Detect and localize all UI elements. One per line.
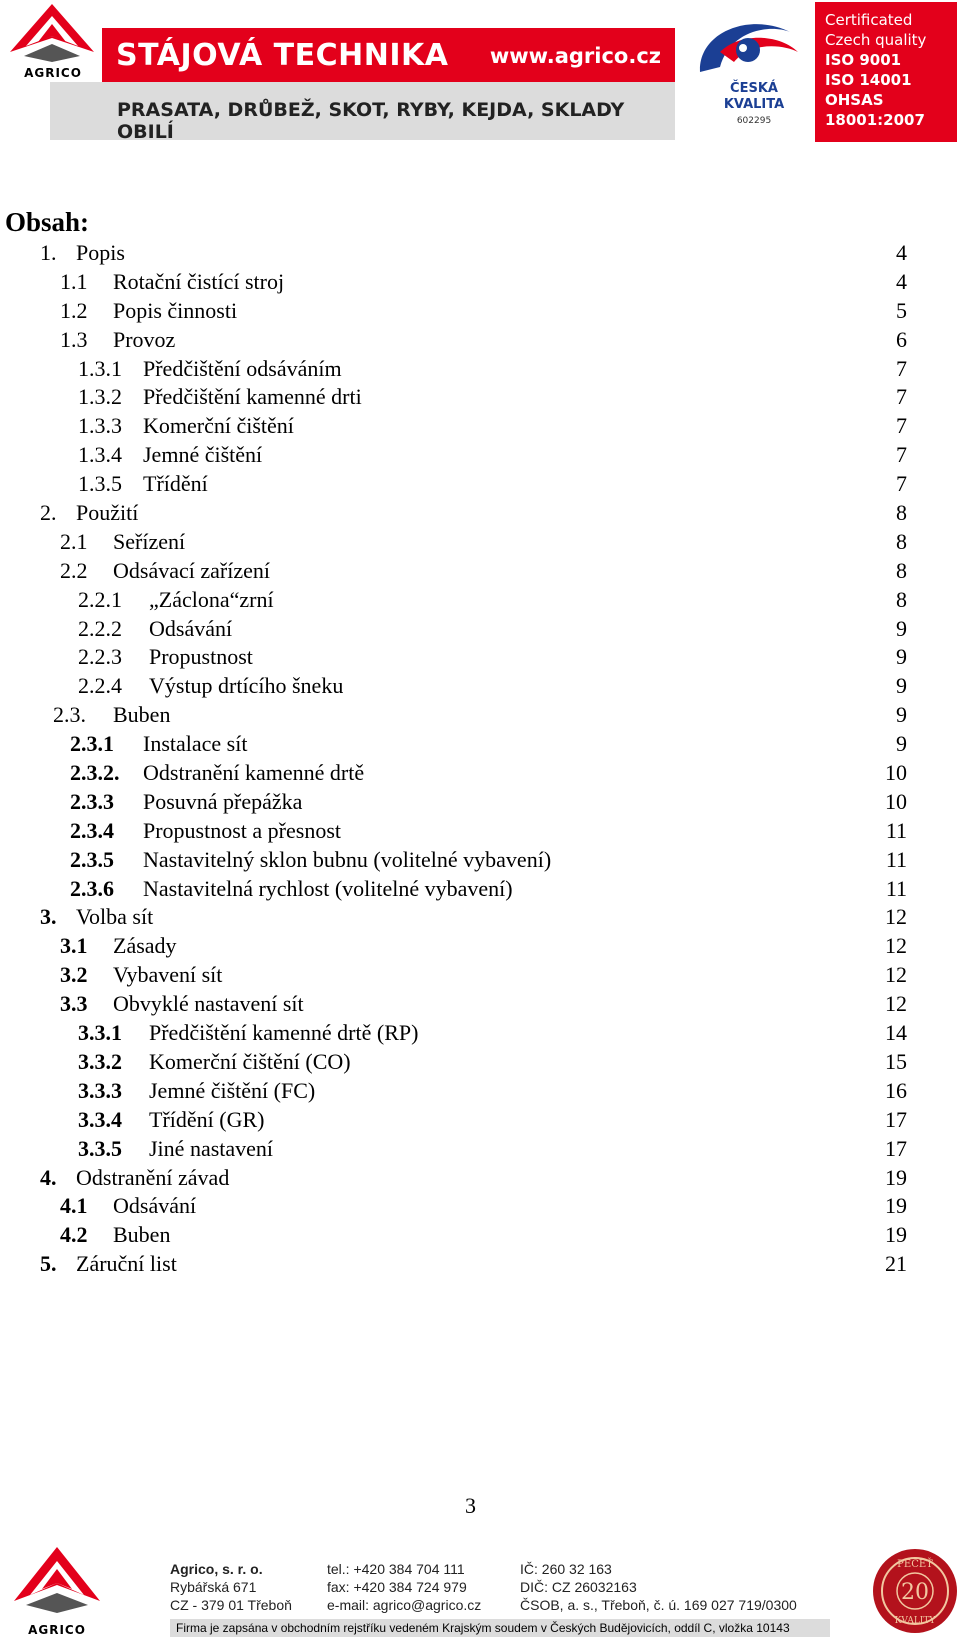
toc-entry-page: 6 (896, 326, 907, 352)
footer-registry: Firma je zapsána v obchodním rejstříku vedeném Krajským soudem v Českých Budějovicích, oddíl C, vložka 10143 (170, 1619, 830, 1637)
toc-entry-number: 2.3.3 (70, 788, 114, 814)
toc-entry-page: 11 (885, 875, 907, 901)
toc-entry[interactable] (0, 1134, 960, 1163)
cq-line2: KVALITA (723, 97, 785, 112)
cq-number: 602295 (736, 116, 772, 126)
footer-dic: DIČ: CZ 26032163 (520, 1579, 637, 1595)
toc-entry[interactable] (0, 758, 960, 787)
footer-address (170, 1560, 292, 1614)
toc-entry-page: 12 (885, 904, 907, 930)
toc-entry[interactable] (0, 238, 960, 267)
toc-entry-label: Odstranění závad (76, 1164, 230, 1190)
toc-entry[interactable] (0, 989, 960, 1018)
seal-bottom-text: KVALITY (894, 1616, 936, 1626)
footer-company: Agrico, s. r. o. (170, 1561, 263, 1577)
toc-entry-page: 21 (885, 1251, 907, 1277)
footer-city: CZ - 379 01 Třeboň (170, 1597, 292, 1613)
toc-entry-page: 10 (885, 760, 907, 786)
toc-entry-page: 7 (896, 442, 907, 468)
toc-entry-page: 12 (885, 991, 907, 1017)
toc-entry-number: 2.3. (53, 702, 86, 728)
footer-contacts (327, 1560, 481, 1614)
toc-entry-page: 9 (896, 644, 907, 670)
toc-entry-page: 10 (885, 788, 907, 814)
toc-entry[interactable] (0, 902, 960, 931)
toc-entry-page: 19 (885, 1222, 907, 1248)
agrico-footer-logo-icon (2, 1543, 112, 1635)
toc-entry[interactable] (0, 671, 960, 700)
toc-entry[interactable] (0, 267, 960, 296)
toc-entry-number: 1.3 (60, 326, 88, 352)
toc-entry[interactable] (0, 729, 960, 758)
toc-entry[interactable] (0, 411, 960, 440)
toc-entry-page: 14 (885, 1020, 907, 1046)
cert-line: ISO 14001 (825, 71, 912, 89)
toc-entry-page: 19 (885, 1193, 907, 1219)
toc-entry-number: 1.3.3 (78, 413, 122, 439)
toc-entry-number: 1.3.4 (78, 442, 122, 468)
toc-entry[interactable] (0, 1076, 960, 1105)
toc-entry-page: 12 (885, 933, 907, 959)
table-of-contents (0, 238, 960, 1278)
toc-entry-label: Rotační čistící stroj (113, 268, 285, 294)
toc-entry-page: 7 (896, 355, 907, 381)
toc-entry-page: 7 (896, 413, 907, 439)
toc-entry-label: Popis (76, 240, 125, 265)
toc-entry-label: Použití (76, 500, 139, 526)
toc-entry-page: 15 (885, 1048, 907, 1074)
toc-entry-number: 4.2 (60, 1222, 88, 1248)
toc-title: Obsah: (5, 207, 90, 237)
toc-entry-label: Zásady (113, 933, 177, 959)
footer-ico: IČ: 260 32 163 (520, 1561, 612, 1577)
toc-entry-page: 9 (896, 731, 907, 757)
toc-entry-label: Jiné nastavení (149, 1135, 274, 1161)
toc-entry-number: 2.3.6 (70, 875, 114, 901)
toc-entry-number: 4. (40, 1164, 57, 1190)
toc-entry[interactable] (0, 498, 960, 527)
toc-entry-number: 2.3.5 (70, 846, 114, 872)
header-subtitle-strip (50, 82, 675, 143)
toc-entry[interactable] (0, 845, 960, 874)
toc-entry[interactable] (0, 1191, 960, 1220)
quality-seal-icon (870, 1543, 960, 1638)
toc-entry-label: Buben (113, 1222, 171, 1248)
toc-entry-number: 2.3.2. (70, 760, 120, 786)
toc-entry[interactable] (0, 527, 960, 556)
toc-entry-page: 8 (896, 528, 907, 554)
toc-entry-number: 1. (40, 240, 57, 265)
toc-entry-number: 3.3.4 (78, 1106, 122, 1132)
toc-entry-label: Předčištění kamenné drtě (RP) (149, 1020, 419, 1046)
cert-line: 18001:2007 (825, 111, 925, 129)
toc-entry-page: 17 (885, 1106, 907, 1132)
toc-entry[interactable] (0, 931, 960, 960)
footer-registration (520, 1560, 797, 1614)
toc-entry-label: Třídění (GR) (149, 1106, 265, 1132)
toc-entry[interactable] (0, 874, 960, 903)
seal-number: 20 (901, 1580, 929, 1605)
toc-entry[interactable] (0, 614, 960, 643)
toc-entry[interactable] (0, 440, 960, 469)
seal-top-text: PEČEŤ (897, 1559, 933, 1570)
toc-entry[interactable] (0, 469, 960, 498)
toc-entry-number: 2. (40, 500, 57, 526)
page-header (0, 0, 960, 145)
toc-entry-number: 2.2.1 (78, 586, 122, 612)
toc-entry-number: 3.3.2 (78, 1048, 122, 1074)
toc-entry-label: Jemné čištění (143, 442, 263, 468)
toc-entry-page: 16 (885, 1077, 907, 1103)
toc-entry[interactable] (0, 1163, 960, 1192)
toc-entry-number: 1.3.1 (78, 355, 122, 381)
toc-entry-label: Záruční list (76, 1251, 177, 1277)
toc-entry-number: 2.2.2 (78, 615, 122, 641)
toc-entry-page: 9 (896, 702, 907, 728)
cert-line: OHSAS (825, 91, 884, 109)
toc-entry-number: 4.1 (60, 1193, 88, 1219)
toc-entry-label: Instalace sít (143, 731, 248, 757)
footer-fax: fax: +420 384 724 979 (327, 1579, 467, 1595)
banner-website: www.agrico.cz (489, 44, 661, 68)
toc-entry-number: 2.2.4 (78, 673, 122, 699)
toc-entry-number: 2.2.3 (78, 644, 122, 670)
toc-entry-number: 3.3 (60, 991, 88, 1017)
toc-entry-label: Obvyklé nastavení sít (113, 991, 304, 1017)
toc-entry-page: 9 (896, 615, 907, 641)
toc-entry-number: 1.2 (60, 297, 88, 323)
toc-entry-label: Jemné čištění (FC) (149, 1077, 316, 1103)
toc-entry-number: 3.3.3 (78, 1077, 122, 1103)
toc-entry-number: 3.3.5 (78, 1135, 122, 1161)
toc-entry[interactable] (0, 960, 960, 989)
footer-logo-text: AGRICO (28, 1623, 86, 1637)
toc-entry[interactable] (0, 296, 960, 325)
header-subtitle: PRASATA, DRŮBEŽ, SKOT, RYBY, KEJDA, SKLADY OBILÍ (117, 99, 625, 143)
toc-entry-label: Komerční čištění (CO) (149, 1048, 351, 1074)
toc-entry-number: 3.3.1 (78, 1020, 122, 1046)
toc-entry-label: Odsávací zařízení (113, 557, 270, 583)
page-footer (0, 1543, 960, 1638)
toc-entry-label: Nastavitelný sklon bubnu (volitelné vybavení) (143, 846, 552, 872)
toc-entry-label: Předčištění odsáváním (143, 355, 342, 381)
toc-entry-label: Nastavitelná rychlost (volitelné vybavení) (143, 875, 513, 901)
toc-entry[interactable] (0, 642, 960, 671)
toc-entry-label: Buben (113, 702, 171, 728)
toc-entry-label: Odsávání (149, 615, 233, 641)
toc-entry-page: 8 (896, 557, 907, 583)
toc-entry[interactable] (0, 382, 960, 411)
toc-entry[interactable] (0, 354, 960, 383)
toc-entry-label: Odsávání (113, 1193, 197, 1219)
toc-entry-label: „Záclona“zrní (149, 586, 274, 612)
toc-entry[interactable] (0, 1220, 960, 1249)
page-number: 3 (465, 1493, 476, 1518)
toc-entry-page: 7 (896, 384, 907, 410)
banner-title: STÁJOVÁ TECHNIKA (116, 38, 449, 73)
toc-entry-number: 3. (40, 904, 57, 930)
toc-entry[interactable] (0, 556, 960, 585)
toc-entry-label: Posuvná přepážka (143, 788, 303, 814)
toc-entry-label: Provoz (113, 326, 176, 352)
toc-entry[interactable] (0, 1047, 960, 1076)
toc-entry[interactable] (0, 1018, 960, 1047)
toc-entry-label: Propustnost (149, 644, 253, 670)
toc-entry-number: 1.1 (60, 268, 88, 294)
toc-entry-label: Výstup drtícího šneku (149, 673, 344, 699)
toc-entry-label: Volba sít (76, 904, 154, 930)
footer-bank: ČSOB, a. s., Třeboň, č. ú. 169 027 719/0300 (520, 1597, 797, 1613)
toc-entry-number: 2.1 (60, 528, 88, 554)
ceska-kvalita-logo-icon (690, 12, 810, 137)
cq-line1: ČESKÁ (730, 81, 778, 96)
toc-entry-label: Popis činnosti (113, 297, 238, 323)
footer-street: Rybářská 671 (170, 1579, 257, 1595)
toc-entry-number: 3.1 (60, 933, 88, 959)
toc-entry-label: Odstranění kamenné drtě (143, 760, 365, 786)
toc-entry-page: 8 (896, 586, 907, 612)
toc-entry-page: 11 (885, 846, 907, 872)
toc-entry-label: Vybavení sít (113, 962, 223, 988)
logo-text: AGRICO (24, 66, 82, 80)
toc-entry-page: 11 (885, 817, 907, 843)
toc-entry[interactable] (0, 585, 960, 614)
toc-entry-number: 1.3.5 (78, 471, 122, 497)
toc-entry[interactable] (0, 1105, 960, 1134)
toc-entry-page: 7 (896, 471, 907, 497)
toc-entry-page: 9 (896, 673, 907, 699)
toc-entry[interactable] (0, 325, 960, 354)
toc-entry-page: 5 (896, 297, 907, 323)
toc-entry-page: 19 (885, 1164, 907, 1190)
toc-entry[interactable] (0, 1249, 960, 1278)
toc-entry-number: 1.3.2 (78, 384, 122, 410)
toc-entry-page: 4 (896, 268, 907, 294)
cert-line: ISO 9001 (825, 51, 902, 69)
footer-email[interactable]: e-mail: agrico@agrico.cz (327, 1597, 482, 1613)
certification-box (815, 2, 957, 142)
toc-entry-page: 8 (896, 500, 907, 526)
toc-entry-page: 17 (885, 1135, 907, 1161)
toc-entry-page: 4 (896, 240, 907, 265)
cert-line: Certificated (825, 11, 913, 29)
toc-entry-page: 12 (885, 962, 907, 988)
cert-line: Czech quality (825, 31, 927, 49)
toc-entry-number: 3.2 (60, 962, 88, 988)
toc-entry-label: Předčištění kamenné drti (143, 384, 362, 410)
footer-tel: tel.: +420 384 704 111 (327, 1561, 465, 1577)
toc-entry-label: Seřízení (113, 528, 186, 554)
header-banner (102, 28, 675, 82)
toc-entry-number: 5. (40, 1251, 57, 1277)
toc-entry-number: 2.2 (60, 557, 88, 583)
toc-entry-label: Propustnost a přesnost (143, 817, 341, 843)
toc-entry-number: 2.3.1 (70, 731, 114, 757)
toc-entry-number: 2.3.4 (70, 817, 114, 843)
toc-entry[interactable] (0, 700, 960, 729)
toc-entry-label: Komerční čištění (143, 413, 294, 439)
toc-entry[interactable] (0, 787, 960, 816)
toc-entry[interactable] (0, 816, 960, 845)
toc-entry-label: Třídění (143, 471, 208, 497)
